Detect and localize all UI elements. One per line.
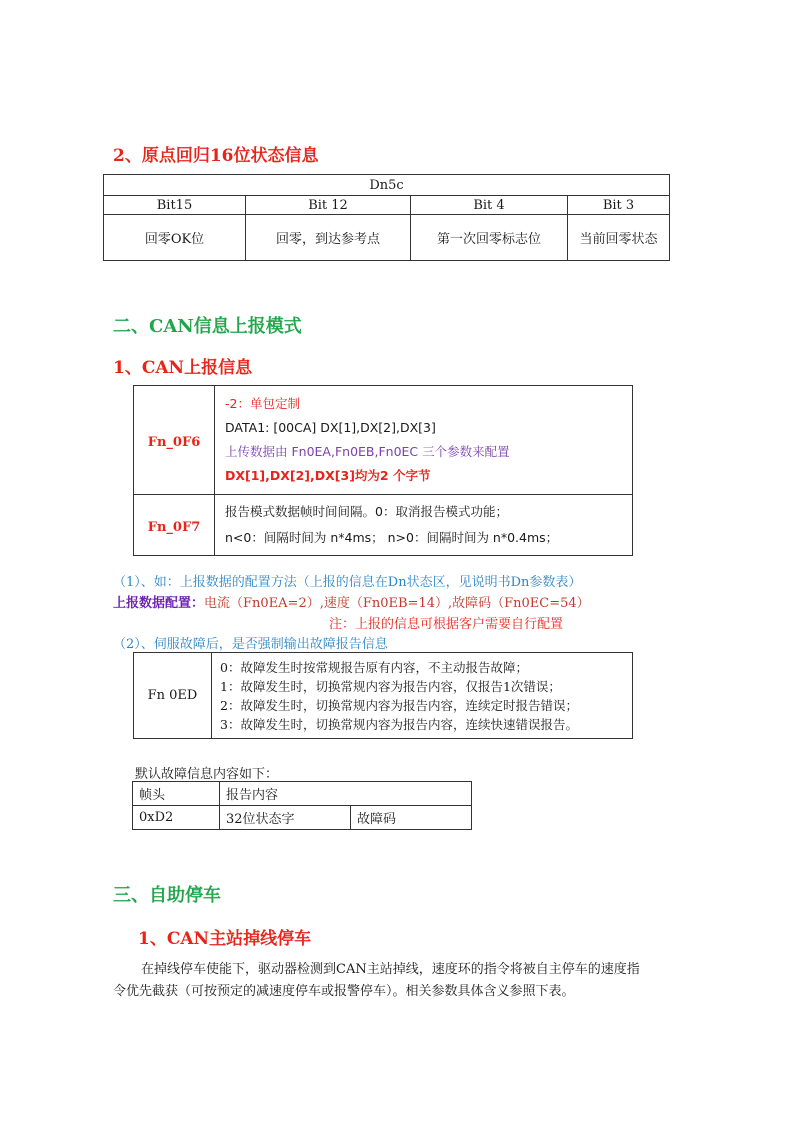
table-cell: 当前回零状态 — [568, 215, 670, 261]
can-report-table — [133, 385, 633, 556]
sub-heading-can-report-info: 1、CAN上报信息 — [113, 358, 253, 378]
table-header: 帧头 — [133, 782, 220, 806]
paragraph-line: 令优先截获（可按预定的减速度停车或报警停车）。相关参数具体含义参照下表。 — [113, 984, 575, 999]
desc-line: n<0：间隔时间为 n*4ms； n>0：间隔时间为 n*0.4ms； — [225, 530, 559, 545]
note-config-method: （1）、如：上报数据的配置方法（上报的信息在Dn状态区，见说明书Dn参数表） — [113, 575, 582, 590]
param-desc-cell — [215, 386, 633, 495]
param-cell — [134, 386, 215, 495]
desc-line: DATA1: [00CA] DX[1],DX[2],DX[3] — [225, 420, 436, 435]
section-heading-can-report: 二、CAN信息上报模式 — [113, 316, 302, 337]
table-cell: 故障码 — [351, 806, 472, 830]
desc-line: DX[1],DX[2],DX[3]均为2 个字节 — [225, 468, 431, 483]
table-header: Bit 4 — [411, 196, 568, 215]
table-cell: 回零，到达参考点 — [246, 215, 411, 261]
sub-heading-can-master-offline: 1、CAN主站掉线停车 — [138, 929, 312, 949]
table-cell: 回零OK位 — [104, 215, 246, 261]
param-label: Fn_0F6 — [147, 434, 201, 450]
param-label: Fn 0ED — [134, 653, 212, 739]
dn5c-table — [103, 174, 670, 261]
table-header: Bit 12 — [246, 196, 411, 215]
desc-line: 3：故障发生时，切换常规内容为报告内容，连续快速错误报告。 — [220, 716, 578, 732]
table-title: Dn5c — [104, 175, 670, 196]
default-fault-caption: 默认故障信息内容如下： — [135, 767, 279, 782]
desc-line: 0：故障发生时按常规报告原有内容，不主动报告故障； — [220, 659, 528, 675]
fault-report-table — [133, 652, 633, 739]
table-header: Bit 3 — [568, 196, 670, 215]
note-fault-report: （2）、伺服故障后，是否强制输出故障报告信息 — [113, 637, 388, 652]
desc-line: 报告模式数据帧时间间隔。0：取消报告模式功能； — [225, 504, 508, 519]
paragraph-line: 在掉线停车使能下，驱动器检测到CAN主站掉线，速度环的指令将被自主停车的速度指 — [141, 962, 640, 977]
param-desc-cell — [212, 653, 633, 739]
config-line — [113, 592, 590, 611]
note-red: 注：上报的信息可根据客户需要自行配置 — [329, 617, 564, 632]
table-cell: 32位状态字 — [220, 806, 351, 830]
desc-line: -2：单包定制 — [225, 396, 300, 411]
table-header: Bit15 — [104, 196, 246, 215]
section-heading-auto-stop: 三、自助停车 — [113, 885, 221, 906]
default-fault-table — [132, 781, 472, 830]
param-desc-cell — [215, 495, 633, 556]
table-cell: 0xD2 — [133, 806, 220, 830]
param-label: Fn_0F7 — [147, 519, 201, 535]
section-heading-home-return: 2、原点回归16位状态信息 — [113, 146, 319, 166]
table-header: 报告内容 — [220, 782, 472, 806]
desc-line: 2：故障发生时，切换常规内容为报告内容，连续定时报告错误； — [220, 697, 578, 713]
desc-line: 上传数据由 Fn0EA,Fn0EB,Fn0EC 三个参数来配置 — [225, 444, 510, 459]
desc-line: 1：故障发生时，切换常规内容为报告内容，仅报告1次错误； — [220, 678, 561, 694]
config-label: 上报数据配置： — [113, 596, 205, 611]
config-text: 电流（Fn0EA=2）,速度（Fn0EB=14）,故障码（Fn0EC=54） — [204, 596, 590, 611]
table-cell: 第一次回零标志位 — [411, 215, 568, 261]
param-cell — [134, 495, 215, 556]
